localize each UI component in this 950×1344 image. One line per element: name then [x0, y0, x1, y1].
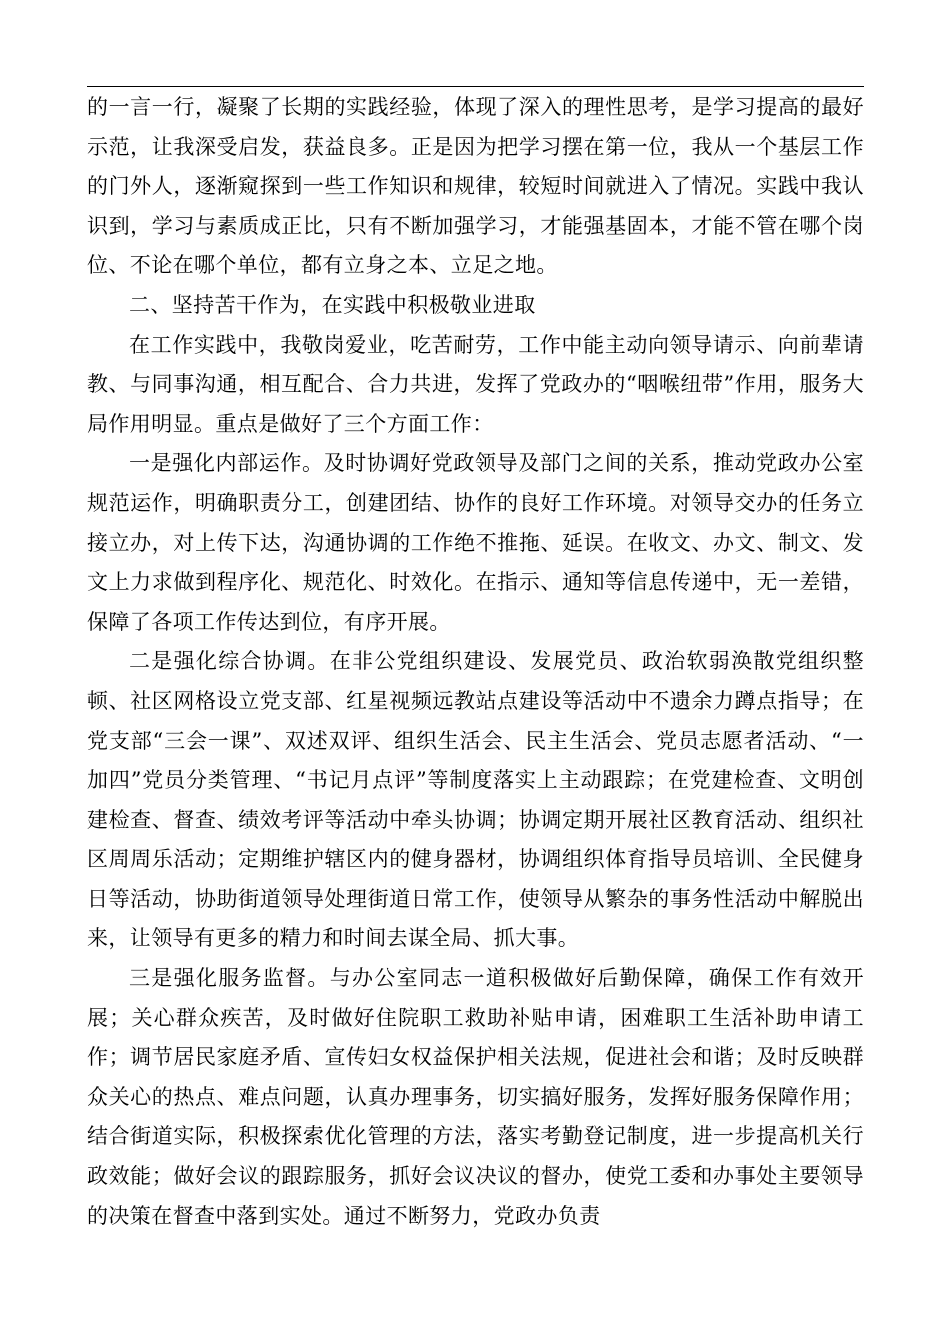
section-heading-2: 二、坚持苦干作为，在实践中积极敬业进取: [129, 292, 536, 317]
paragraph-3: 在工作实践中，我敬岗爱业，吃苦耐劳，工作中能主动向领导请示、向前辈请教、与同事沟通，相互配合、合力共进，发挥了党政办的“咽喉纽带”作用，服务大局作用明显。重点是做好了三个方面工作：: [87, 332, 864, 436]
paragraph-4: 一是强化内部运作。及时协调好党政领导及部门之间的关系，推动党政办公室规范运作，明确职责分工，创建团结、协作的良好工作环境。对领导交办的任务立接立办，对上传下达，沟通协调的工作绝不推拖、延误。在收文、办文、制文、发文上力求做到程序化、规范化、时效化。在指示、通知等信息传递中，无一差错，保障了各项工作传达到位，有序开展。: [87, 451, 864, 634]
document-body: [87, 88, 864, 1236]
paragraph-5: 二是强化综合协调。在非公党组织建设、发展党员、政治软弱涣散党组织整顿、社区网格设立党支部、红星视频远教站点建设等活动中不遗余力蹲点指导；在党支部“三会一课”、双述双评、组织生活会、民主生活会、党员志愿者活动、“一加四”党员分类管理、“书记月点评”等制度落实上主动跟踪；在党建检查、文明创建检查、督查、绩效考评等活动中牵头协调；协调定期开展社区教育活动、组织社区周周乐活动；定期维护辖区内的健身器材，协调组织体育指导员培训、全民健身日等活动，协助街道领导处理街道日常工作，使领导从繁杂的事务性活动中解脱出来，让领导有更多的精力和时间去谋全局、抓大事。: [87, 649, 864, 951]
header-rule: [87, 86, 864, 87]
paragraph-1: 的一言一行，凝聚了长期的实践经验，体现了深入的理性思考，是学习提高的最好示范，让我深受启发，获益良多。正是因为把学习摆在第一位，我从一个基层工作的门外人，逐渐窥探到一些工作知识和规律，较短时间就进入了情况。实践中我认识到，学习与素质成正比，只有不断加强学习，才能强基固本，才能不管在哪个岗位、不论在哪个单位，都有立身之本、立足之地。: [87, 95, 864, 278]
paragraph-6: 三是强化服务监督。与办公室同志一道积极做好后勤保障，确保工作有效开展；关心群众疾苦，及时做好住院职工救助补贴申请，困难职工生活补助申请工作；调节居民家庭矛盾、宣传妇女权益保护相关法规，促进社会和谐；及时反映群众关心的热点、难点问题，认真办理事务，切实搞好服务，发挥好服务保障作用；结合街道实际，积极探索优化管理的方法，落实考勤登记制度，进一步提高机关行政效能；做好会议的跟踪服务，抓好会议决议的督办，使党工委和办事处主要领导的决策在督查中落到实处。通过不断努力，党政办负责: [87, 966, 864, 1228]
